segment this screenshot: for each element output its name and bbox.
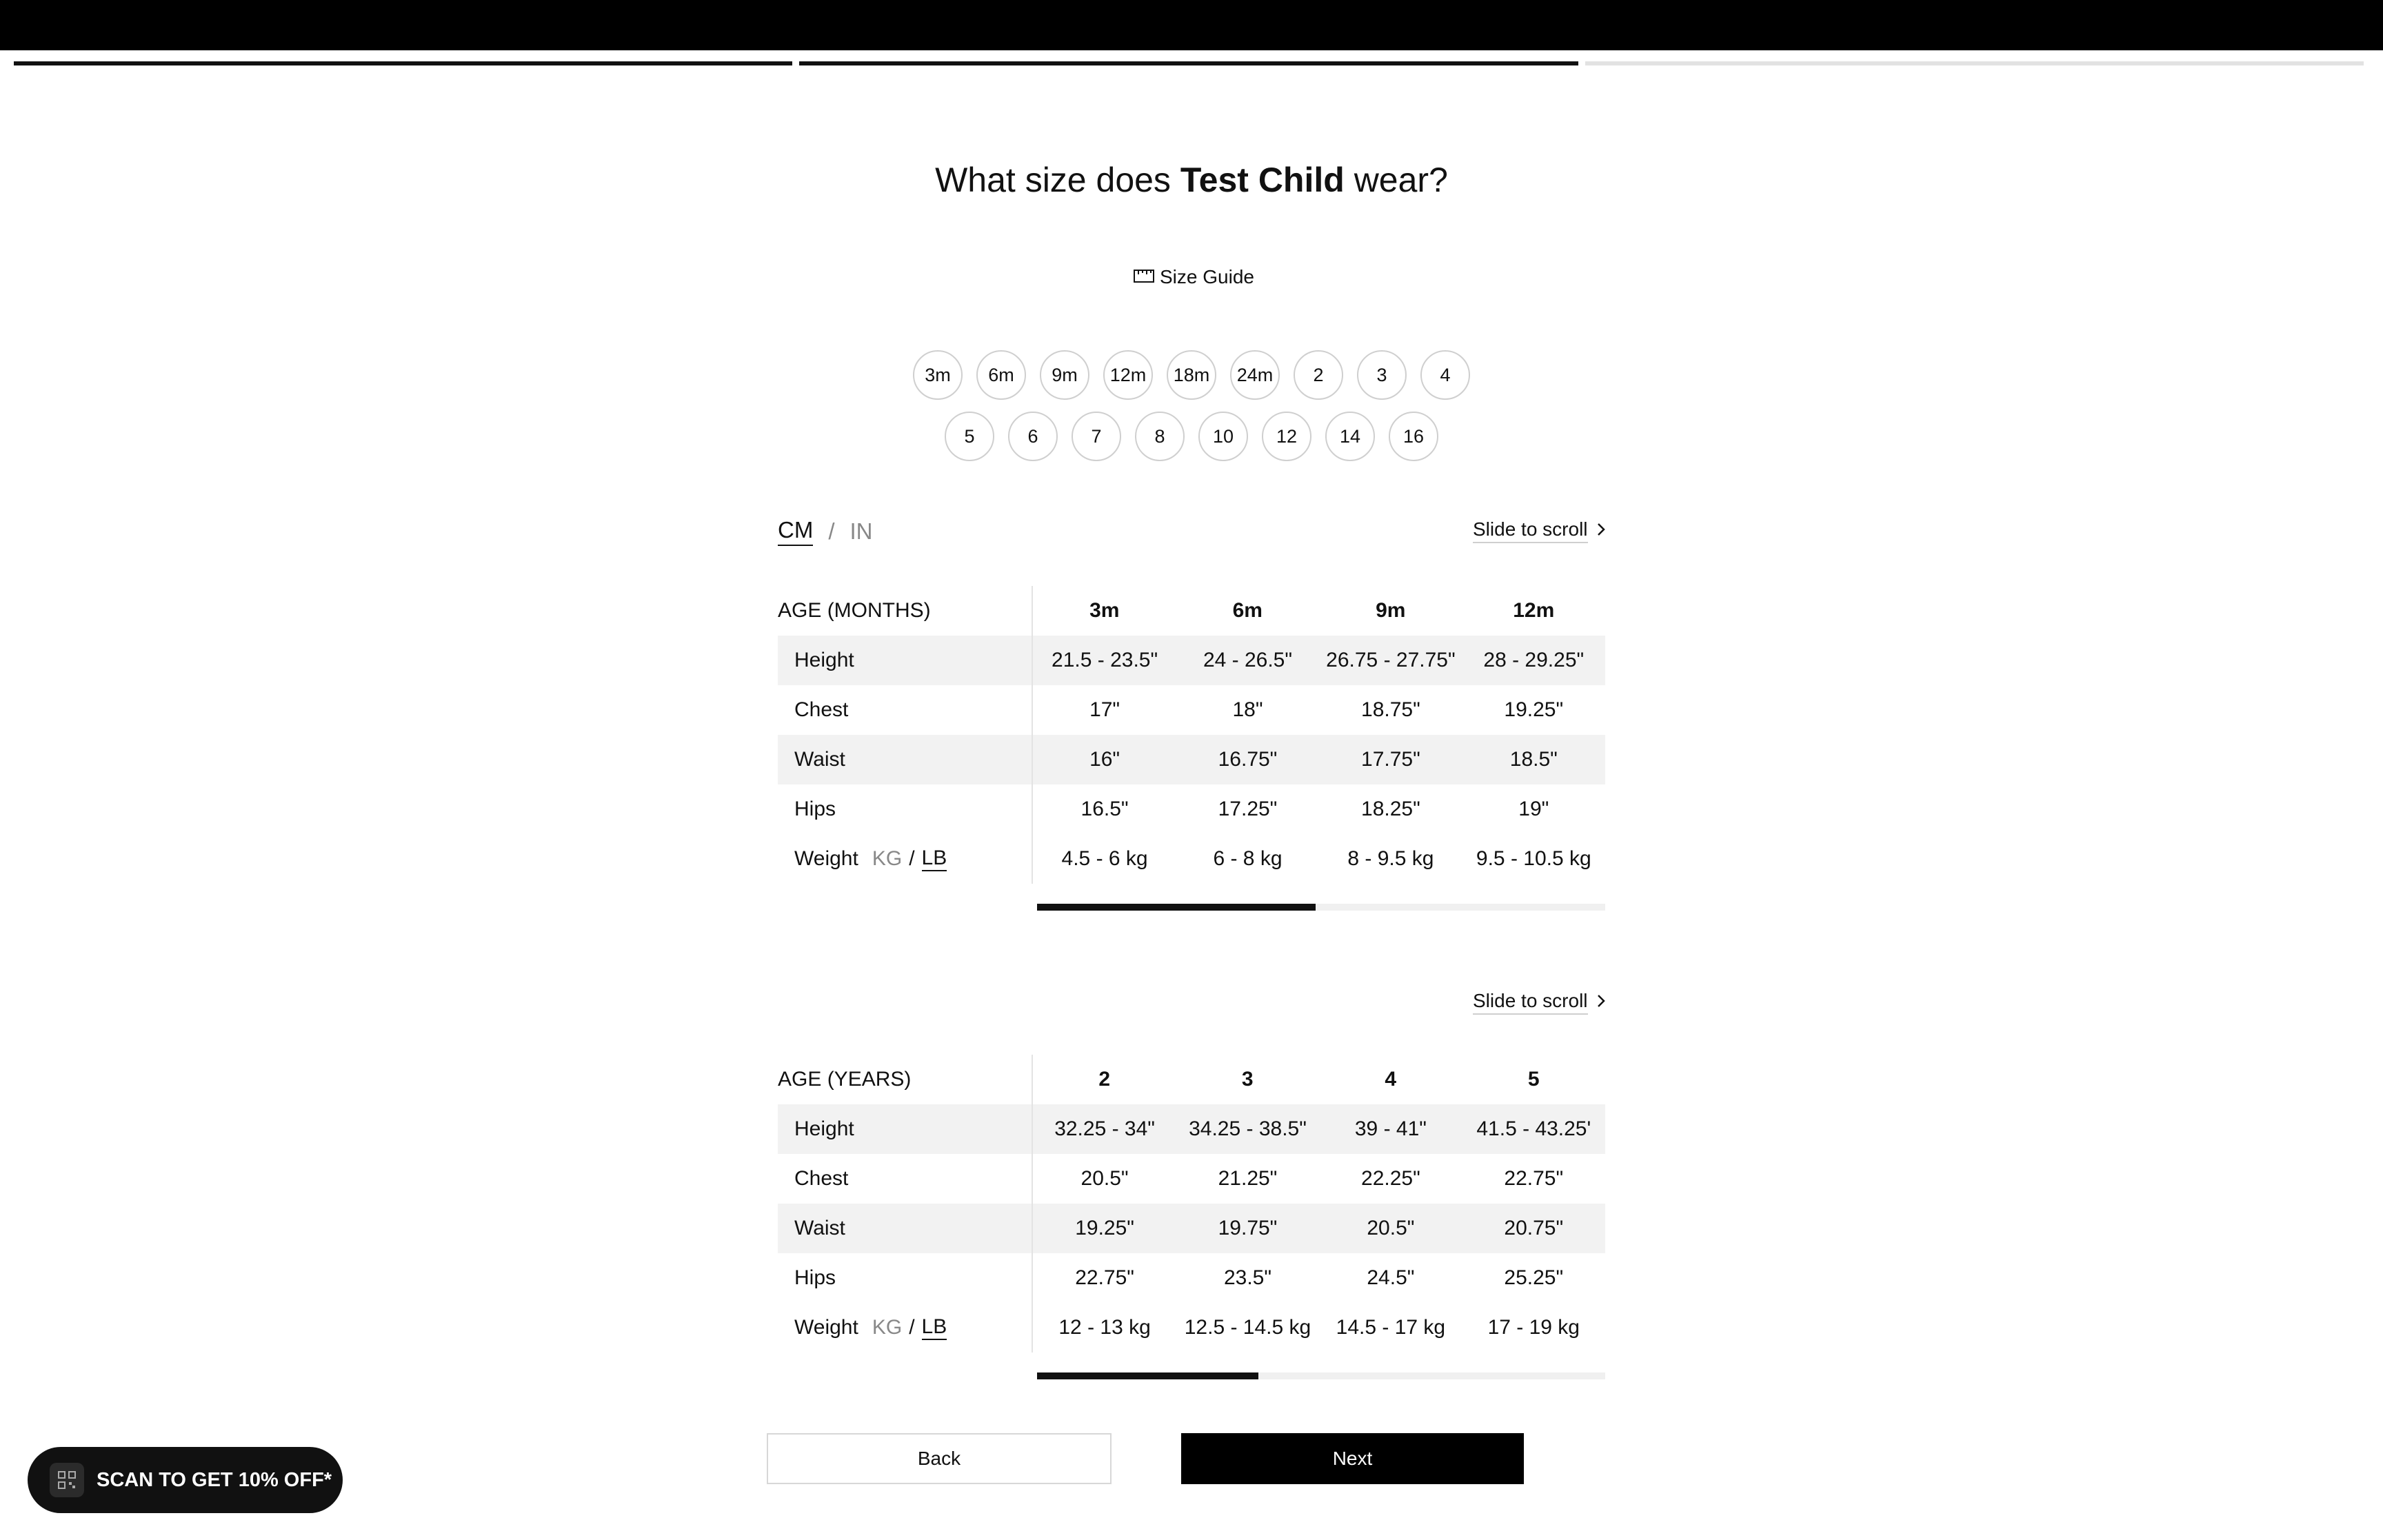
unit-toggle (778, 517, 873, 546)
column-header: 2 (1098, 1068, 1111, 1091)
table-cell: 17 - 19 kg (1487, 1316, 1580, 1339)
size-option[interactable]: 12 (1262, 412, 1311, 461)
table-cell: 16" (1089, 748, 1120, 771)
table-cell: 34.25 - 38.5" (1189, 1117, 1307, 1140)
size-options-row-1 (0, 350, 2383, 400)
promo-scan-button[interactable] (28, 1447, 343, 1513)
progress-step-1 (14, 61, 792, 65)
table-cell: 41.5 - 43.25' (1476, 1117, 1591, 1140)
row-label: Height (778, 1104, 1033, 1154)
weight-unit-separator: / (909, 847, 915, 870)
size-option[interactable]: 3m (913, 350, 963, 400)
chevron-right-icon (1596, 520, 1606, 542)
table-cell: 19.25" (1504, 698, 1564, 721)
slide-to-scroll-label: Slide to scroll (1473, 990, 1588, 1015)
table-cell: 4.5 - 6 kg (1061, 847, 1148, 870)
table-header-row (778, 1055, 1605, 1104)
table-cell: 9.5 - 10.5 kg (1476, 847, 1591, 870)
table-cell: 22.75" (1504, 1167, 1564, 1190)
weight-label-group (778, 834, 1033, 884)
table-cell: 18.75" (1361, 698, 1420, 721)
child-name: Test Child (1180, 161, 1345, 199)
back-button[interactable]: Back (767, 1433, 1112, 1484)
size-table-years (778, 1055, 1605, 1352)
table-row (778, 735, 1605, 784)
weight-unit-separator: / (909, 1316, 915, 1339)
column-header: 3 (1241, 1068, 1254, 1091)
scrollbar-thumb[interactable] (1037, 904, 1316, 911)
table-cell: 18" (1232, 698, 1263, 721)
size-option[interactable]: 8 (1135, 412, 1185, 461)
weight-unit-kg[interactable]: KG (872, 847, 903, 870)
next-button[interactable]: Next (1181, 1433, 1524, 1484)
size-option[interactable]: 12m (1103, 350, 1153, 400)
table-cell: 24.5" (1367, 1266, 1415, 1289)
size-option[interactable]: 4 (1420, 350, 1470, 400)
table-cell: 26.75 - 27.75" (1326, 649, 1456, 671)
table-header-label: AGE (YEARS) (778, 1055, 1033, 1104)
table-cell: 22.75" (1075, 1266, 1134, 1289)
slide-to-scroll-months[interactable] (1473, 518, 1606, 543)
table-scrollbar-months[interactable] (1037, 904, 1605, 911)
column-header: 9m (1376, 599, 1406, 622)
table-cell: 19.75" (1218, 1217, 1278, 1239)
ruler-icon (1134, 266, 1154, 288)
progress-step-3 (1585, 61, 2364, 65)
row-label: Hips (778, 1253, 1033, 1303)
row-label: Weight (794, 1316, 858, 1339)
size-table-months (778, 586, 1605, 884)
row-label: Chest (778, 1154, 1033, 1204)
table-row-weight (778, 834, 1605, 884)
table-cell: 16.5" (1080, 798, 1129, 820)
table-cell: 18.25" (1361, 798, 1420, 820)
table-row (778, 685, 1605, 735)
chevron-right-icon (1596, 991, 1606, 1013)
table-cell: 19" (1518, 798, 1549, 820)
size-option[interactable]: 16 (1389, 412, 1438, 461)
slide-to-scroll-years[interactable] (1473, 990, 1606, 1015)
size-option[interactable]: 5 (945, 412, 994, 461)
table-cell: 23.5" (1223, 1266, 1271, 1289)
row-label: Waist (778, 735, 1033, 784)
table-cell: 39 - 41" (1354, 1117, 1427, 1140)
row-label: Hips (778, 784, 1033, 834)
table-cell: 28 - 29.25" (1483, 649, 1585, 671)
unit-cm-option[interactable]: CM (778, 517, 813, 546)
table-scrollbar-years[interactable] (1037, 1372, 1605, 1379)
title-prefix: What size does (935, 161, 1180, 199)
table-cell: 21.5 - 23.5" (1052, 649, 1158, 671)
table-cell: 20.75" (1504, 1217, 1564, 1239)
table-cell: 17.75" (1361, 748, 1420, 771)
table-cell: 20.5" (1080, 1167, 1129, 1190)
table-header-row (778, 586, 1605, 636)
table-cell: 32.25 - 34" (1054, 1117, 1155, 1140)
weight-unit-lb[interactable]: LB (922, 1315, 947, 1340)
top-bar (0, 0, 2383, 50)
size-option[interactable]: 14 (1325, 412, 1375, 461)
step-progress (14, 61, 2364, 65)
row-label: Chest (778, 685, 1033, 735)
table-cell: 16.75" (1218, 748, 1278, 771)
table-cell: 25.25" (1504, 1266, 1564, 1289)
unit-separator: / (828, 518, 835, 544)
size-guide-label: Size Guide (1160, 266, 1254, 287)
table-cell: 8 - 9.5 kg (1347, 847, 1434, 870)
promo-label: SCAN TO GET 10% OFF* (97, 1468, 332, 1491)
table-row (778, 1253, 1605, 1303)
column-header: 6m (1232, 599, 1263, 622)
size-option[interactable]: 9m (1040, 350, 1089, 400)
table-row (778, 1104, 1605, 1154)
scrollbar-thumb[interactable] (1037, 1372, 1258, 1379)
slide-to-scroll-label: Slide to scroll (1473, 518, 1588, 543)
table-cell: 12.5 - 14.5 kg (1184, 1316, 1311, 1339)
column-header: 3m (1089, 599, 1120, 622)
column-header: 5 (1527, 1068, 1540, 1091)
table-row-weight (778, 1303, 1605, 1352)
row-label: Weight (794, 847, 858, 870)
table-cell: 12 - 13 kg (1058, 1316, 1151, 1339)
size-option[interactable]: 18m (1167, 350, 1216, 400)
table-header-label: AGE (MONTHS) (778, 586, 1033, 636)
table-row (778, 784, 1605, 834)
table-cell: 21.25" (1218, 1167, 1278, 1190)
table-cell: 18.5" (1509, 748, 1558, 771)
size-guide-link[interactable] (1134, 266, 1254, 288)
table-row (778, 1154, 1605, 1204)
page-title (0, 160, 2383, 200)
weight-label-group (778, 1303, 1033, 1352)
table-row (778, 636, 1605, 685)
size-option[interactable]: 24m (1230, 350, 1280, 400)
table-cell: 14.5 - 17 kg (1336, 1316, 1446, 1339)
table-cell: 22.25" (1361, 1167, 1420, 1190)
size-option[interactable]: 6m (976, 350, 1026, 400)
size-option[interactable]: 2 (1294, 350, 1343, 400)
column-header: 4 (1385, 1068, 1397, 1091)
progress-step-2 (799, 61, 1578, 65)
weight-unit-kg[interactable]: KG (872, 1316, 903, 1339)
size-option[interactable]: 10 (1198, 412, 1248, 461)
table-cell: 19.25" (1075, 1217, 1134, 1239)
table-cell: 6 - 8 kg (1213, 847, 1283, 870)
qr-code-icon (50, 1463, 84, 1497)
table-row (778, 1204, 1605, 1253)
size-option[interactable]: 6 (1008, 412, 1058, 461)
table-cell: 17.25" (1218, 798, 1278, 820)
title-suffix: wear? (1344, 161, 1448, 199)
table-cell: 17" (1089, 698, 1120, 721)
table-cell: 24 - 26.5" (1203, 649, 1293, 671)
size-option[interactable]: 7 (1072, 412, 1121, 461)
column-header: 12m (1513, 599, 1555, 622)
size-option[interactable]: 3 (1357, 350, 1407, 400)
table-cell: 20.5" (1367, 1217, 1415, 1239)
row-label: Height (778, 636, 1033, 685)
size-options-row-2 (0, 412, 2383, 461)
weight-unit-lb[interactable]: LB (922, 847, 947, 871)
row-label: Waist (778, 1204, 1033, 1253)
unit-in-option[interactable]: IN (849, 518, 873, 544)
